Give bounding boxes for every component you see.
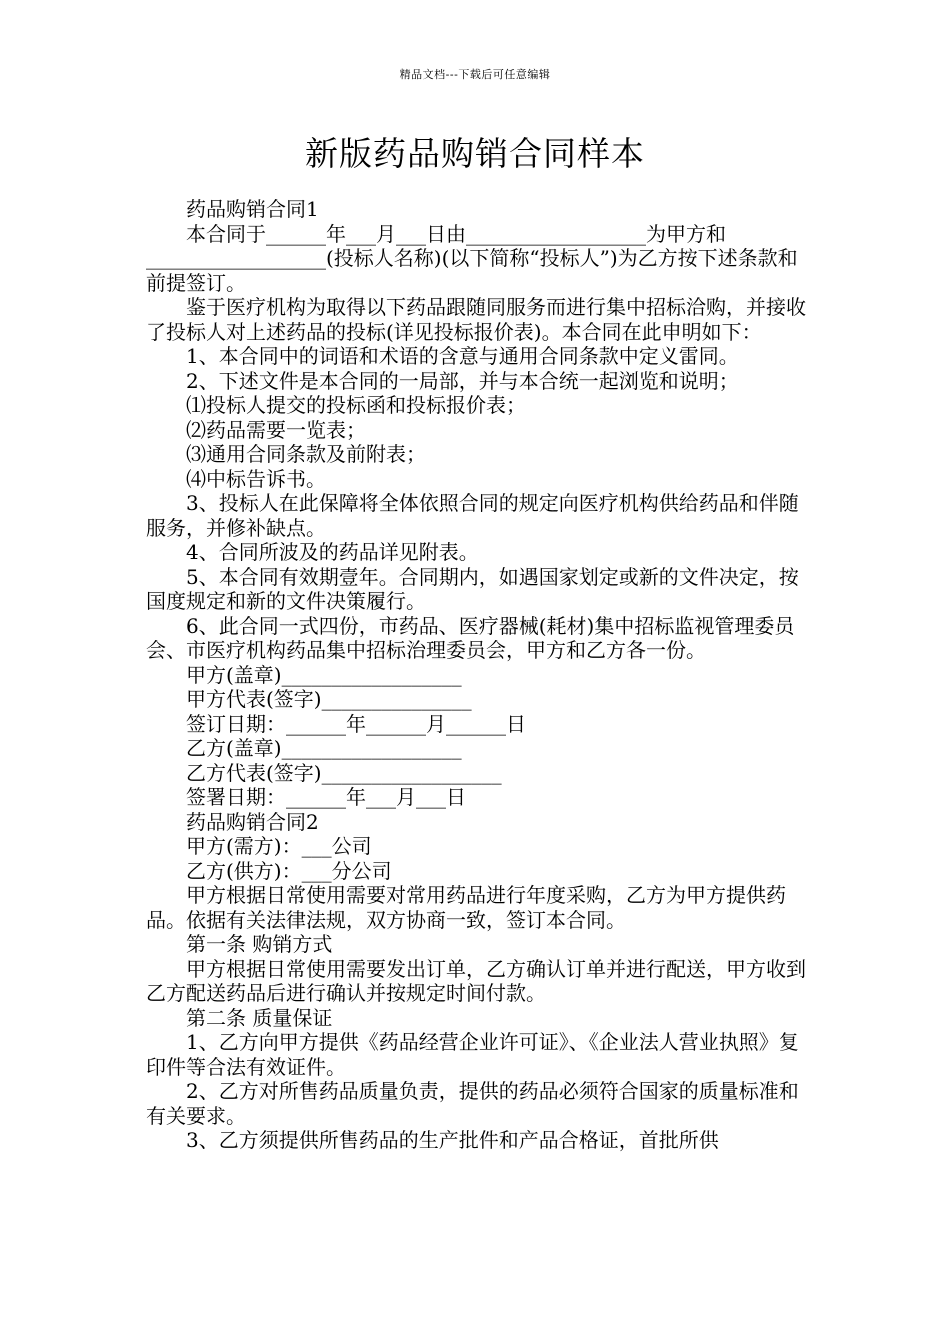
signature-line: 签署日期：______年___月___日 — [186, 785, 466, 809]
section-heading: 药品购销合同2 — [186, 809, 319, 834]
paragraph: 6、此合同一式四份，市药品、医疗器械(耗材)集中招标监视管理委员会、市医疗机构药品集中招标治理委员会，甲方和乙方各一份。 — [146, 613, 795, 662]
paragraph: ⑶通用合同条款及前附表； — [186, 442, 426, 466]
paragraph: 甲方(需方)：___公司 — [186, 834, 372, 858]
signature-line: 乙方(盖章)__________________ — [186, 736, 462, 760]
paragraph: 2、乙方对所售药品质量负责，提供的药品必须符合国家的质量标准和有关要求。 — [146, 1079, 799, 1128]
signature-line: 甲方代表(签字)_______________ — [186, 687, 472, 711]
paragraph: 5、本合同有效期壹年。合同期内，如遇国家划定或新的文件决定，按国度规定和新的文件决策履行。 — [146, 564, 799, 613]
paragraph: 鉴于医疗机构为取得以下药品跟随同服务而进行集中招标洽购，并接收了投标人对上述药品的投标(详见投标报价表)。本合同在此申明如下： — [146, 295, 806, 344]
paragraph: ⑴投标人提交的投标函和投标报价表； — [186, 393, 526, 417]
paragraph: 乙方(供方)：___分公司 — [186, 858, 392, 883]
paragraph: ⑵药品需要一览表； — [186, 417, 366, 442]
signature-line: 签订日期：______年______月______日 — [186, 711, 526, 736]
paragraph: 甲方根据日常使用需要对常用药品进行年度采购，乙方为甲方提供药品。依据有关法律法规，双方协商一致，签订本合同。 — [146, 883, 786, 932]
paragraph: ⑷中标告诉书。 — [186, 466, 326, 491]
paragraph: 4、合同所波及的药品详见附表。 — [186, 540, 479, 564]
header-note: 精品文档---下载后可任意编辑 — [399, 68, 551, 81]
paragraph: 3、投标人在此保障将全体依照合同的规定向医疗机构供给药品和伴随服务，并修补缺点。 — [146, 491, 799, 540]
signature-line: 甲方(盖章)__________________ — [186, 662, 462, 687]
paragraph: 甲方根据日常使用需要发出订单，乙方确认订单并进行配送，甲方收到乙方配送药品后进行确认并按规定时间付款。 — [146, 956, 806, 1005]
paragraph: 药品购销合同1 — [186, 197, 319, 221]
article-heading: 第一条 购销方式 — [186, 932, 333, 956]
document-body — [146, 197, 808, 1153]
paragraph: 1、乙方向甲方提供《药品经营企业许可证》、《企业法人营业执照》复印件等合法有效证件。 — [146, 1030, 799, 1079]
article-heading: 第二条 质量保证 — [186, 1005, 333, 1030]
paragraph: 本合同于______年___月___日由__________________为甲方和__________________(投标人名称)(以下简称“投标人”)为乙方按下述条款和前提签订。 — [146, 221, 798, 295]
paragraph: 3、乙方须提供所售药品的生产批件和产品合格证，首批所供 — [186, 1128, 719, 1152]
signature-line: 乙方代表(签字)__________________ — [186, 760, 502, 785]
document-title: 新版药品购销合同样本 — [305, 134, 645, 173]
paragraph: 1、本合同中的词语和术语的含意与通用合同条款中定义雷同。 — [186, 344, 739, 368]
paragraph: 2、下述文件是本合同的一局部，并与本合统一起浏览和说明； — [186, 368, 739, 393]
